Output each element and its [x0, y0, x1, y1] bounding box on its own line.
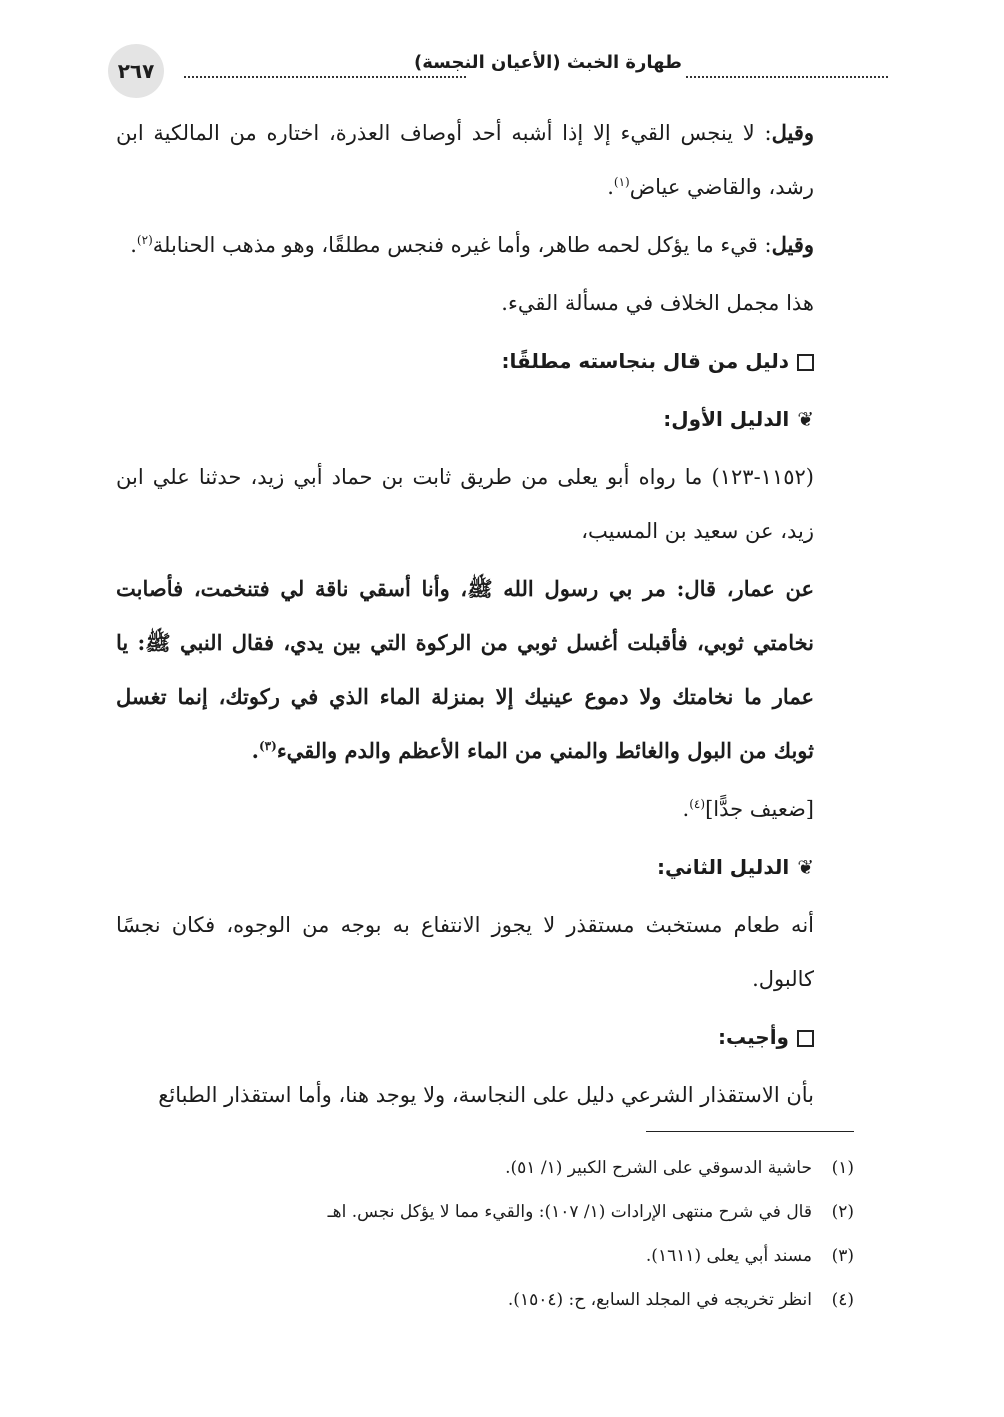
paragraph: وقيل: قيء ما يؤكل لحمه طاهر، وأما غيره فنجس مطلقًا، وهو مذهب الحنابلة$^{(٢)}$. — [130, 232, 814, 257]
page-header — [108, 44, 888, 96]
hadith-text: عن عمار، قال: مر بي رسول الله ﷺ، وأنا أسقي ناقة لي فتنخمت، فأصابت نخامتي ثوبي، فأقبلت أغسل ثوبي من الركوة التي بين يدي، فقال النبي ﷺ: يا عمار ما نخامتك ولا دموع عينيك إلا بمنزلة الماء الذي في ركوتك، إنما تغسل ثوبك من البول والغائط والمني من الماء الأعظم والدم والقيء$^{(٣)}$. — [116, 576, 814, 763]
footnote-number: (٣) — [831, 1246, 854, 1266]
footnote — [200, 1278, 854, 1322]
paragraph-text: : لا ينجس القيء إلا إذا أشبه أحد أوصاف العذرة، اختاره من المالكية ابن رشد، والقاضي عياض — [116, 121, 814, 199]
paragraph: أنه طعام مستخبث مستقذر لا يجوز الانتفاع به بوجه من الوجوه، فكان نجسًا كالبول. — [116, 913, 814, 991]
square-outline-icon — [797, 354, 814, 371]
sub-heading-text: الدليل الأول: — [663, 407, 790, 431]
footnote-text: انظر تخريجه في المجلد السابع، ح: (١٥٠٤). — [507, 1290, 812, 1310]
footnotes — [200, 1146, 854, 1322]
grade-text: [ضعيف جدًّا] — [705, 797, 814, 821]
paragraph: (١١٥٢-١٢٣) ما رواه أبو يعلى من طريق ثابت بن حماد أبي زيد، حدثنا علي ابن زيد، عن سعيد بن المسيب، — [116, 465, 814, 543]
main-text — [116, 106, 814, 1126]
footnote-ref[interactable]: (٢) — [136, 233, 153, 247]
footnote — [200, 1146, 854, 1190]
square-outline-icon — [797, 1030, 814, 1047]
paragraph: هذا مجمل الخلاف في مسألة القيء. — [501, 291, 814, 315]
sub-heading — [116, 392, 814, 446]
sub-heading-text: الدليل الثاني: — [657, 855, 790, 879]
paragraph-text: : قيء ما يؤكل لحمه طاهر، وأما غيره فنجس مطلقًا، وهو مذهب الحنابلة — [152, 233, 772, 257]
footnote-ref[interactable]: (٤) — [689, 797, 706, 811]
footnote-ref[interactable]: (٣) — [258, 739, 277, 753]
header-dotted-line-right — [686, 56, 888, 78]
grade: [ضعيف جدًّا]$^{(٤)}$. — [682, 797, 814, 821]
sub-heading — [116, 840, 814, 894]
footnote-text: قال في شرح منتهى الإرادات (١/ ١٠٧): والقيء مما لا يؤكل نجس. اهـ — [327, 1202, 812, 1222]
footnote-number: (٢) — [831, 1202, 854, 1222]
page-number: ٢٦٧ — [108, 44, 164, 98]
leaf-icon: ❦ — [797, 855, 814, 879]
running-title: طهارة الخبث (الأعيان النجسة) — [414, 52, 682, 73]
section-heading-text: دليل من قال بنجاسته مطلقًا: — [501, 349, 789, 373]
section-heading — [116, 1010, 814, 1064]
footnote-number: (١) — [831, 1158, 854, 1178]
section-heading — [116, 334, 814, 388]
footnote — [200, 1234, 854, 1278]
section-heading-text: وأجيب: — [717, 1025, 789, 1049]
footnote-ref[interactable]: (١) — [613, 175, 630, 189]
footnote-divider — [646, 1131, 854, 1132]
paragraph: بأن الاستقذار الشرعي دليل على النجاسة، ولا يوجد هنا، وأما استقذار الطبائع — [158, 1083, 814, 1107]
paragraph-label: وقيل — [771, 232, 814, 257]
footnote-number: (٤) — [831, 1290, 854, 1310]
paragraph-label: وقيل — [771, 120, 814, 145]
footnote-text: حاشية الدسوقي على الشرح الكبير (١/ ٥١). — [505, 1158, 812, 1178]
hadith-body: عن عمار، قال: مر بي رسول الله ﷺ، وأنا أسقي ناقة لي فتنخمت، فأصابت نخامتي ثوبي، فأقبلت أغسل ثوبي من الركوة التي بين يدي، فقال النبي ﷺ: يا عمار ما نخامتك ولا دموع عينيك إلا بمنزلة الماء الذي في ركوتك، إنما تغسل ثوبك من البول والغائط والمني من الماء الأعظم والدم والقيء — [116, 576, 814, 763]
footnote — [200, 1190, 854, 1234]
footnote-text: مسند أبي يعلى (١٦١١). — [645, 1246, 812, 1266]
paragraph: وقيل: لا ينجس القيء إلا إذا أشبه أحد أوصاف العذرة، اختاره من المالكية ابن رشد، والقاضي عياض$^{(١)}$. — [116, 120, 814, 199]
leaf-icon: ❦ — [797, 407, 814, 431]
